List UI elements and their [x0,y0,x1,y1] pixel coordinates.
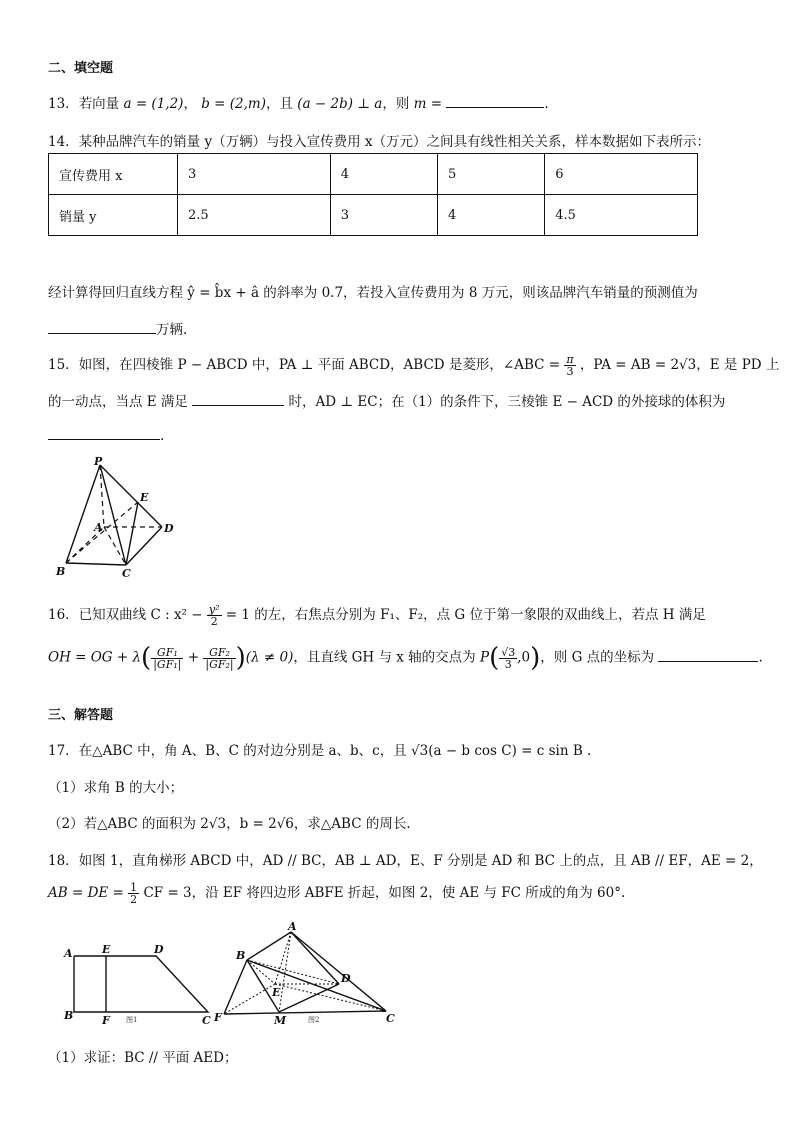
label-A: A [94,521,103,534]
q13-text-c: ，且 [266,96,293,112]
frac-denominator: 3 [566,365,574,378]
q17-part-2: （2）若△ABC 的面积为 2√3，b = 2√6，求△ABC 的周长. [48,816,411,832]
edge-EF-hidden [224,984,275,1014]
q16-lambda: (λ ≠ 0) [245,649,294,666]
q16-answer-blank[interactable] [658,647,758,662]
q18-line-2 [48,881,625,905]
q13-text-d: ，则 [382,96,410,112]
label-C: C [122,567,131,580]
q18-fraction [128,882,139,905]
q16-text-1a: 已知双曲线 C : x² − [78,607,203,623]
table-cell: 销量 y [49,195,178,236]
edge-AC-hidden [104,527,126,565]
label-B: B [56,565,66,578]
q17-line [48,739,591,759]
q17-part-1: （1）求角 B 的大小； [48,780,184,796]
q16-plus: + [187,649,200,666]
table-row [49,154,698,195]
table-cell: 3 [330,195,437,236]
q14-line-2: 经计算得回归直线方程 ŷ = b̂x + â 的斜率为 0.7，若投入宣传费用为 8 万元，则该品牌汽车销量的预测值为 [48,285,698,301]
q14-answer-blank[interactable] [48,319,156,334]
frac-denominator: 2 [130,893,138,906]
label-D: D [164,522,174,535]
section-title-solve: 三、解答题 [48,708,114,723]
label-D: D [154,943,164,956]
label-B: B [236,949,246,962]
q15-text-2b: 时，AD ⊥ EC；在（1）的条件下，三棱锥 E − ACD 的外接球的体积为 [288,394,726,410]
edge-PD [100,465,162,527]
edge-CD [126,527,162,565]
question-14-intro [48,130,710,150]
q15-text-2a: 的一动点，当点 E 满足 [48,394,188,410]
edge-FC [224,1011,386,1014]
label-A: A [288,922,297,933]
label-M: M [274,1014,287,1027]
label-E: E [102,943,111,956]
question-13 [48,92,549,112]
frac-denominator: |GF₁| [153,657,182,671]
table-row [49,195,698,236]
q13-number: 13． [48,96,79,112]
q16-mid-text: ，且直线 GH 与 x 轴的交点为 [293,649,476,666]
q18-part-1: （1）求证：BC // 平面 AED； [48,1050,238,1066]
frac-denominator: 3 [504,657,512,671]
q18-text-2b: CF = 3，沿 EF 将四边形 ABFE 折起，如图 2，使 AE 与 FC 所成的角为 60°. [143,885,626,901]
q16-equation: OH = OG + λ [48,649,142,666]
label-A: A [64,947,73,960]
frac-numerator: GF₁ [151,647,183,659]
frac-numerator: √3 [501,645,516,659]
paren-close: ) [235,643,246,673]
table-cell: 4.5 [545,195,698,236]
q18-number: 18． [48,853,79,869]
q18-figure-1 [60,940,220,1025]
table-cell: 5 [437,154,544,195]
q13-condition: (a − 2b) ⊥ a [297,96,383,112]
q13-text-b: ， [183,96,197,112]
frac-numerator: 1 [130,881,138,894]
q15-pyramid-figure [52,455,182,580]
q14-unit: 万辆. [156,322,188,338]
q17-number: 17． [48,743,79,759]
paren-close-2: ) [530,643,541,673]
edge-BE-hidden [247,960,275,984]
q16-unit-vector-1 [151,647,183,670]
q14-number: 14． [48,134,79,150]
q18-figure-2 [210,922,400,1028]
q15-line-1 [48,353,779,377]
edge-BC [66,563,126,565]
q16-line-2 [48,643,763,673]
trapezoid-outline [74,956,208,1012]
q18-line-1 [48,849,763,869]
q15-fraction [564,354,575,377]
q13-ask: m = [413,96,443,112]
paren-open: ( [141,643,152,673]
frac-numerator: GF₂ [203,647,235,659]
q16-text-1b: = 1 的左，右焦点分别为 F₁、F₂，点 G 位于第一象限的双曲线上，若点 H 满足 [225,607,706,623]
q15-answer-blank-1[interactable] [192,391,284,406]
q13-vector-a: a = (1,2) [123,96,184,112]
label-F: F [214,1011,222,1024]
frac-denominator: 2 [210,615,218,628]
q14-data-table [48,153,698,236]
figure-2-caption: 图2 [308,1016,320,1024]
q15-line-2 [48,390,725,410]
edge-FB [224,960,247,1014]
q16-point-label: P [479,649,490,666]
edge-AD [291,932,339,984]
label-F: F [102,1014,110,1025]
figure-1-caption: 图1 [126,1016,138,1024]
q17-text: 在△ABC 中，角 A、B、C 的对边分别是 a、b、c，且 √3(a − b cos C) = c sin B . [78,743,592,759]
label-E: E [140,491,149,504]
q15-line-3 [48,425,164,444]
frac-numerator: y² [208,603,220,616]
q14-line-3 [48,318,187,338]
table-cell: 宣传费用 x [49,154,178,195]
edge-BC [247,960,386,1011]
label-P: P [94,455,103,468]
label-D: D [341,972,351,985]
q16-point-y: ,0 [517,649,531,666]
table-cell: 2.5 [178,195,331,236]
q18-text-1: 如图 1，直角梯形 ABCD 中，AD // BC，AB ⊥ AD，E、F 分别是 AD 和 BC 上的点，且 AB // EF，AE = 2， [78,853,763,869]
q15-text-1b: ，PA = AB = 2√3，E 是 PD 上 [579,357,780,373]
q15-number: 15． [48,357,79,373]
table-cell: 3 [178,154,331,195]
label-C: C [386,1012,395,1025]
q15-answer-blank-2[interactable] [48,425,160,440]
q13-answer-blank[interactable] [446,93,544,108]
q14-intro-text: 某种品牌汽车的销量 y（万辆）与投入宣传费用 x（万元）之间具有线性相关关系，样本数据如下表所示： [78,134,711,150]
label-B: B [64,1009,74,1022]
label-E: E [272,986,281,999]
table-cell: 4 [330,154,437,195]
q16-point-x [499,647,517,670]
edge-AE-hidden [275,932,291,984]
edge-MD [279,984,339,1012]
q16-fraction [207,604,222,627]
q15-text-1a: 如图，在四棱锥 P − ABCD 中，PA ⊥ 平面 ABCD，ABCD 是菱形，∠ABC = [78,357,561,373]
q16-unit-vector-2 [203,647,235,670]
paren-open-2: ( [489,643,500,673]
q13-end: . [544,96,549,112]
table-cell: 6 [545,154,698,195]
q13-text-a: 若向量 [78,96,120,112]
label-C: C [202,1014,211,1025]
edge-BD-hidden [247,960,339,984]
table-cell: 4 [437,195,544,236]
q15-end: . [160,428,165,444]
q13-vector-b: b = (2,m) [201,96,266,112]
frac-denominator: |GF₂| [205,657,234,671]
edge-BA [247,932,291,960]
section-title-fill-blank: 二、填空题 [48,61,114,76]
q18-text-2a: AB = DE = [48,885,124,901]
frac-numerator: π [566,353,574,366]
q16-tail-text: ，则 G 点的坐标为 [540,649,655,666]
q16-line-1 [48,603,706,627]
q16-end: . [758,649,763,666]
q16-number: 16． [48,607,79,623]
edge-EC [126,502,138,565]
